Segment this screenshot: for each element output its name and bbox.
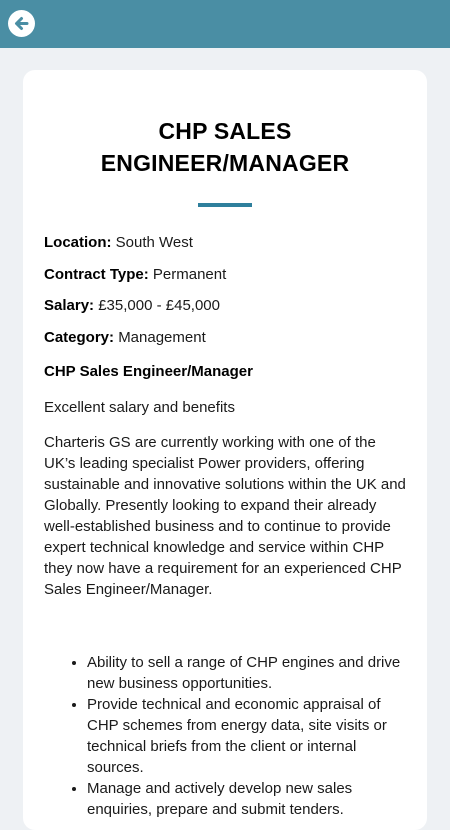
location-row	[44, 233, 406, 253]
list-item: • Provide technical and economic appraisal of CHP schemes from energy data, site visits or technical briefs from the client or internal sources.	[87, 694, 406, 778]
contract-type-label: Contract Type:	[44, 265, 149, 283]
location-value: South West	[115, 234, 193, 251]
arrow-left-circle-icon	[12, 14, 31, 33]
list-item: • Manage and actively develop new sales enquiries, prepare and submit tenders.	[87, 778, 406, 820]
job-detail-card	[23, 70, 427, 830]
salary-row	[44, 296, 406, 316]
location-label: Location:	[44, 234, 112, 251]
category-row	[44, 328, 406, 348]
job-description: Charteris GS are currently working with one of the UK’s leading specialist Power providers, offering sustainable and innovative solutions within the UK and Globally. Presently looking to expand their already well-established business and to continue to provide expert technical knowledge and service within CHP they now have a requirement for an experienced CHP Sales Engineer/Manager.	[44, 433, 406, 598]
job-tagline: Excellent salary and benefits	[44, 398, 235, 416]
contract-type-row	[44, 265, 406, 285]
salary-label: Salary:	[44, 297, 95, 314]
job-meta	[44, 233, 406, 348]
duties-list	[44, 652, 406, 820]
category-value: Management	[118, 328, 206, 346]
category-label: Category:	[44, 328, 115, 346]
job-subheading: CHP Sales Engineer/Manager	[44, 362, 253, 380]
app-bar	[0, 0, 450, 48]
contract-type-value: Permanent	[152, 265, 227, 283]
job-title: CHP SALES ENGINEER/MANAGER	[100, 118, 350, 176]
title-divider	[198, 203, 252, 207]
list-item: • Ability to sell a range of CHP engines and drive new business opportunities.	[87, 652, 406, 694]
back-button[interactable]	[8, 10, 35, 37]
salary-value: £35,000 - £45,000	[98, 297, 220, 314]
